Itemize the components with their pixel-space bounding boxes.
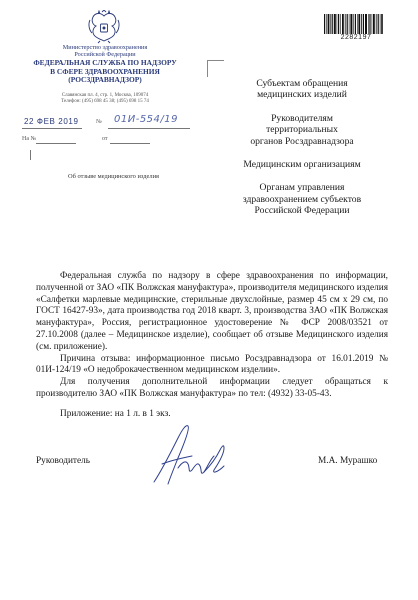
recipient [212, 159, 392, 170]
registration-date: 22 ФЕВ 2019 [24, 117, 79, 126]
attachment-note: Приложение: на 1 л. в 1 экз. [60, 409, 171, 419]
agency-line: ФЕДЕРАЛЬНАЯ СЛУЖБА ПО НАДЗОРУ [33, 58, 177, 67]
reference-from-label: от [102, 136, 108, 142]
recipients-block [212, 78, 392, 229]
coat-of-arms-icon [86, 10, 122, 44]
letter-body [36, 271, 388, 401]
ministry-line: Министерство здравоохранения [62, 44, 148, 51]
signatory-name: М.А. Мурашко [318, 456, 378, 466]
recipient [212, 113, 392, 147]
letter-subject: Об отзыве медицинского изделия [68, 173, 159, 180]
address-corner-mark [207, 60, 224, 77]
registration-row [22, 114, 192, 131]
agency-address [30, 93, 180, 106]
reference-underline [36, 143, 76, 144]
recipient-line: Медицинским организациям [243, 159, 361, 171]
handwritten-signature [148, 420, 238, 490]
ministry-name [40, 44, 170, 58]
address-line: Славянская пл. 4, стр. 1, Москва, 109074 [61, 93, 149, 98]
body-paragraph: Для получения дополнительной информации следует обращаться к производителю ЗАО «ПК Волжская мануфактура» по тел: (4932) 33-05-43. [36, 377, 388, 399]
recipient-line: Органам управления [259, 182, 345, 194]
reference-row [22, 135, 192, 147]
body-paragraph: Причина отзыва: информационное письмо Росздравнадзора от 16.01.2019 № 01И-124/19 «О недоброкачественном медицинском изделии». [36, 353, 388, 376]
agency-line: В СФЕРЕ ЗДРАВООХРАНЕНИЯ [50, 66, 160, 76]
date-underline [22, 128, 82, 129]
ministry-line: Российской Федерации [74, 51, 136, 58]
recipient [212, 182, 392, 216]
barcode-number: 2282197 [340, 34, 372, 41]
number-underline [108, 128, 190, 129]
reference-label: На № [22, 136, 37, 142]
agency-line: (РОСЗДРАВНАДЗОР) [68, 75, 142, 85]
recipient-line: Руководителям [271, 112, 333, 124]
margin-mark [30, 150, 31, 160]
registration-number: 01И-554/19 [114, 114, 178, 125]
recipient-line: территориальных [266, 124, 338, 136]
number-prefix: № [96, 119, 102, 125]
body-paragraph: Федеральная служба по надзору в сфере здравоохранения по информации, полученной от ЗАО «ПК Волжская мануфактура», производителя медицинского изделия «Салфетки марлевые медицинские, стерильные двухслойные, размер 45 см х 29 см, по ГОСТ 16427-93», дата производства год 2018 кварт. 3, производства ЗАО «ПК Волжская мануфактура», Россия, регистрационное удостоверение № ФСР 2008/03521 от 27.10.2008 (далее – Медицинское изделие), сообщает об отзыве Медицинского изделия (см. приложение). [36, 271, 388, 352]
barcode-icon [324, 14, 384, 34]
recipient-line: Субъектам обращения [256, 78, 348, 89]
signatory-role: Руководитель [36, 456, 90, 466]
recipient-line: здравоохранением субъектов [242, 193, 362, 205]
reference-underline [110, 143, 150, 144]
recipient-line: Российской Федерации [254, 205, 350, 217]
agency-name [30, 59, 180, 85]
recipient [212, 78, 392, 101]
recipient-line: органов Росздравнадзора [250, 135, 354, 147]
address-line: Телефон: (495) 698 45 38; (495) 698 15 74 [61, 99, 149, 105]
recipient-line: медицинских изделий [257, 89, 347, 101]
